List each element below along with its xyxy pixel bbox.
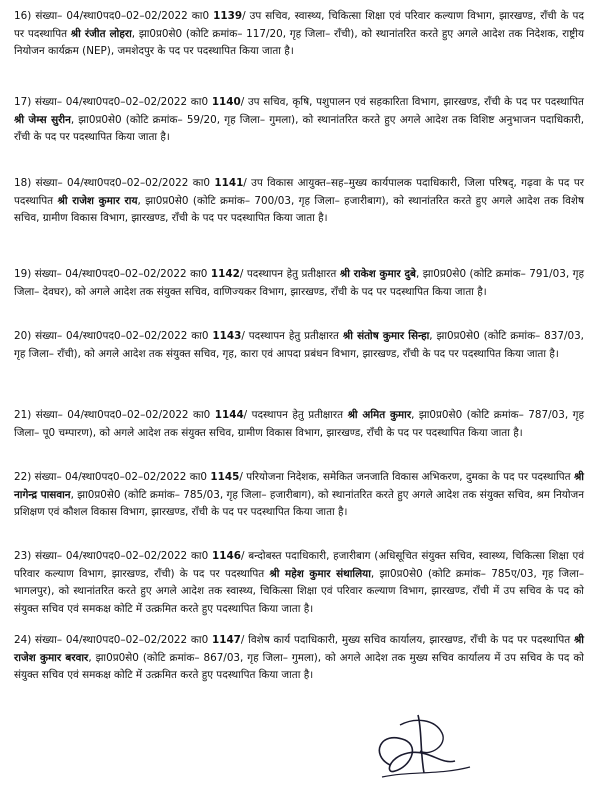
item-number: 19) [14,268,32,280]
reference-text: संख्या– 04/स्था0पद0–02–02/2022 का0 [31,96,212,108]
order-paragraph-21 [14,407,584,442]
body-text: , झा0प्र0से0 (कोटि क्रमांक– 785ए/03, गृह जिला– भागलपुर), को स्थानांतरित करते हुए अगले आदेश तक स्वास्थ्य, चिकित्सा शिक्षा एवं परिवार कल्याण विभाग, झारखण्ड, राँची में उप सचिव के पद को संयुक्त सचिव एवं समकक्ष कोटि में उत्क्रमित करते हुए पदस्थापित किया जाता है। [14,567,585,615]
order-paragraph-16 [14,8,584,61]
body-text: / विशेष कार्य पदाधिकारी, मुख्य सचिव कार्यालय, झारखण्ड, राँची के पद पर पदस्थापित [240,634,574,646]
body-text: , झा0प्र0से0 (कोटि क्रमांक– 837/03, गृह जिला– राँची), को अगले आदेश तक संयुक्त सचिव, गृह, कारा एवं आपदा प्रबंधन विभाग, झारखण्ड, राँची के पद पर पदस्थापित किया जाता है। [14,330,584,360]
body-text: , झा0प्र0से0 (कोटि क्रमांक– 785/03, गृह जिला– हजारीबाग), को स्थानांतरित करते हुए अगले आदेश तक संयुक्त सचिव, श्रम नियोजन प्रशिक्षण एवं कौशल विकास विभाग, झारखण्ड, राँची के पद पर पदस्थापित किया जाता है। [14,488,584,519]
signature-image [360,705,480,785]
order-number: 1142 [210,268,240,280]
body-text: / उप सचिव, स्वास्थ्य, चिकित्सा शिक्षा एवं परिवार कल्याण विभाग, झारखण्ड, राँची के पद पर पदस्थापित [14,10,584,40]
body-text: / परियोजना निदेशक, समेकित जनजाति विकास अभिकरण, दुमका के पद पर पदस्थापित [239,471,574,483]
item-number: 23) [14,550,32,562]
reference-text: संख्या– 04/स्था0पद0–02–02/2022 का0 [31,550,213,562]
body-text: , झा0प्र0से0 (कोटि क्रमांक– 791/03, गृह जिला– देवघर), को अगले आदेश तक संयुक्त सचिव, वाणिज्यकर विभाग, झारखण्ड, राँची के पद पर पदस्थापित किया जाता है। [14,268,584,298]
officer-name: श्री रंजीत लोहरा [70,27,132,40]
body-text: / उप विकास आयुक्त–सह–मुख्य कार्यपालक पदाधिकारी, जिला परिषद्, गढ़वा के पद पर पदस्थापित [14,177,584,207]
order-paragraph-24 [14,632,584,685]
reference-text: संख्या– 04/स्था0पद0–02–02/2022 का0 [31,268,211,280]
body-text: , झा0प्र0से0 (कोटि क्रमांक– 700/03, गृह जिला– हजारीबाग), को स्थानांतरित करते हुए अगले आदेश तक विशेष सचिव, ग्रामीण विकास विभाग, झारखण्ड, राँची के पद पर पदस्थापित किया जाता है। [14,194,584,225]
body-text: / पदस्थापन हेतु प्रतीक्षारत [241,330,343,342]
officer-name: श्री संतोष कुमार सिन्हा [342,330,430,342]
order-paragraph-18 [14,175,584,228]
body-text: , झा0प्र0से0 (कोटि क्रमांक– 117/20, गृह जिला– राँची), को स्थानांतरित करते हुए अगले आदेश तक निदेशक, राष्ट्रीय नियोजन कार्यक्रम (NEP), जमशेदपुर के पद पर पदस्थापित किया जाता है। [14,27,584,58]
item-number: 22) [14,471,32,483]
order-paragraph-23 [14,548,584,618]
reference-text: संख्या– 04/स्था0पद0–02–02/2022 का0 [31,634,212,646]
order-number: 1139 [213,10,243,22]
officer-name: श्री जेम्स सुरीन [14,113,71,126]
officer-name: श्री अमित कुमार [347,409,412,421]
reference-text: संख्या– 04/स्था0पद0–02–02/2022 का0 [31,409,215,421]
reference-text: संख्या– 04/स्था0पद0–02–02/2022 का0 [31,330,213,342]
order-number: 1140 [211,96,241,108]
order-number: 1144 [214,409,244,421]
body-text: / उप सचिव, कृषि, पशुपालन एवं सहकारिता विभाग, झारखण्ड, राँची के पद पर पदस्थापित [240,96,584,108]
reference-text: संख्या– 04/स्था0पद0–02–02/2022 का0 [31,177,215,189]
officer-name: श्री राकेश कुमार दुबे [339,268,416,280]
order-paragraph-19 [14,266,584,301]
order-number: 1146 [212,550,241,562]
order-number: 1141 [214,177,244,189]
order-paragraph-17 [14,94,584,147]
body-text: , झा0प्र0से0 (कोटि क्रमांक– 787/03, गृह जिला– पू0 चम्पारण), को अगले आदेश तक संयुक्त सचिव, ग्रामीण विकास विभाग, झारखण्ड, राँची के पद पर पदस्थापित किया जाता है। [14,409,584,439]
order-number: 1143 [212,330,242,342]
order-number: 1145 [210,471,240,483]
item-number: 17) [14,96,32,108]
body-text: / पदस्थापन हेतु प्रतीक्षारत [239,268,340,280]
order-paragraph-22 [14,469,584,522]
item-number: 21) [14,409,32,421]
officer-name: श्री राजेश कुमार बरवार [14,634,584,664]
officer-name: श्री महेश कुमार संथालिया [269,567,371,580]
item-number: 16) [14,10,32,22]
reference-text: संख्या– 04/स्था0पद0–02–02/2022 का0 [31,10,214,22]
item-number: 20) [14,330,32,342]
reference-text: संख्या– 04/स्था0पद0–02–02/2022 का0 [31,471,211,483]
officer-name: श्री राजेश कुमार राय [57,194,138,207]
body-text: / बन्दोबस्त पदाधिकारी, हजारीबाग (अधिसूचित संयुक्त सचिव, स्वास्थ्य, चिकित्सा शिक्षा एवं परिवार कल्याण विभाग, झारखण्ड, राँची) के पद पर पदस्थापित [14,550,584,580]
order-number: 1147 [211,634,241,646]
officer-name: श्री नागेन्द्र पासवान [14,471,584,501]
body-text: / पदस्थापन हेतु प्रतीक्षारत [243,409,348,421]
item-number: 24) [14,634,32,646]
body-text: , झा0प्र0से0 (कोटि क्रमांक– 59/20, गृह जिला– गुमला), को स्थानांतरित करते हुए अगले आदेश तक विशिष्ट अनुभाजन पदाधिकारी, राँची के पद पर पदस्थापित किया जाता है। [14,113,585,144]
body-text: , झा0प्र0से0 (कोटि क्रमांक– 867/03, गृह जिला– गुमला), को अगले आदेश तक मुख्य सचिव कार्यालय में उप सचिव के पद को संयुक्त सचिव एवं समकक्ष कोटि में उत्क्रमित करते हुए पदस्थापित किया जाता है। [14,651,584,682]
order-paragraph-20 [14,328,584,363]
item-number: 18) [14,177,32,189]
